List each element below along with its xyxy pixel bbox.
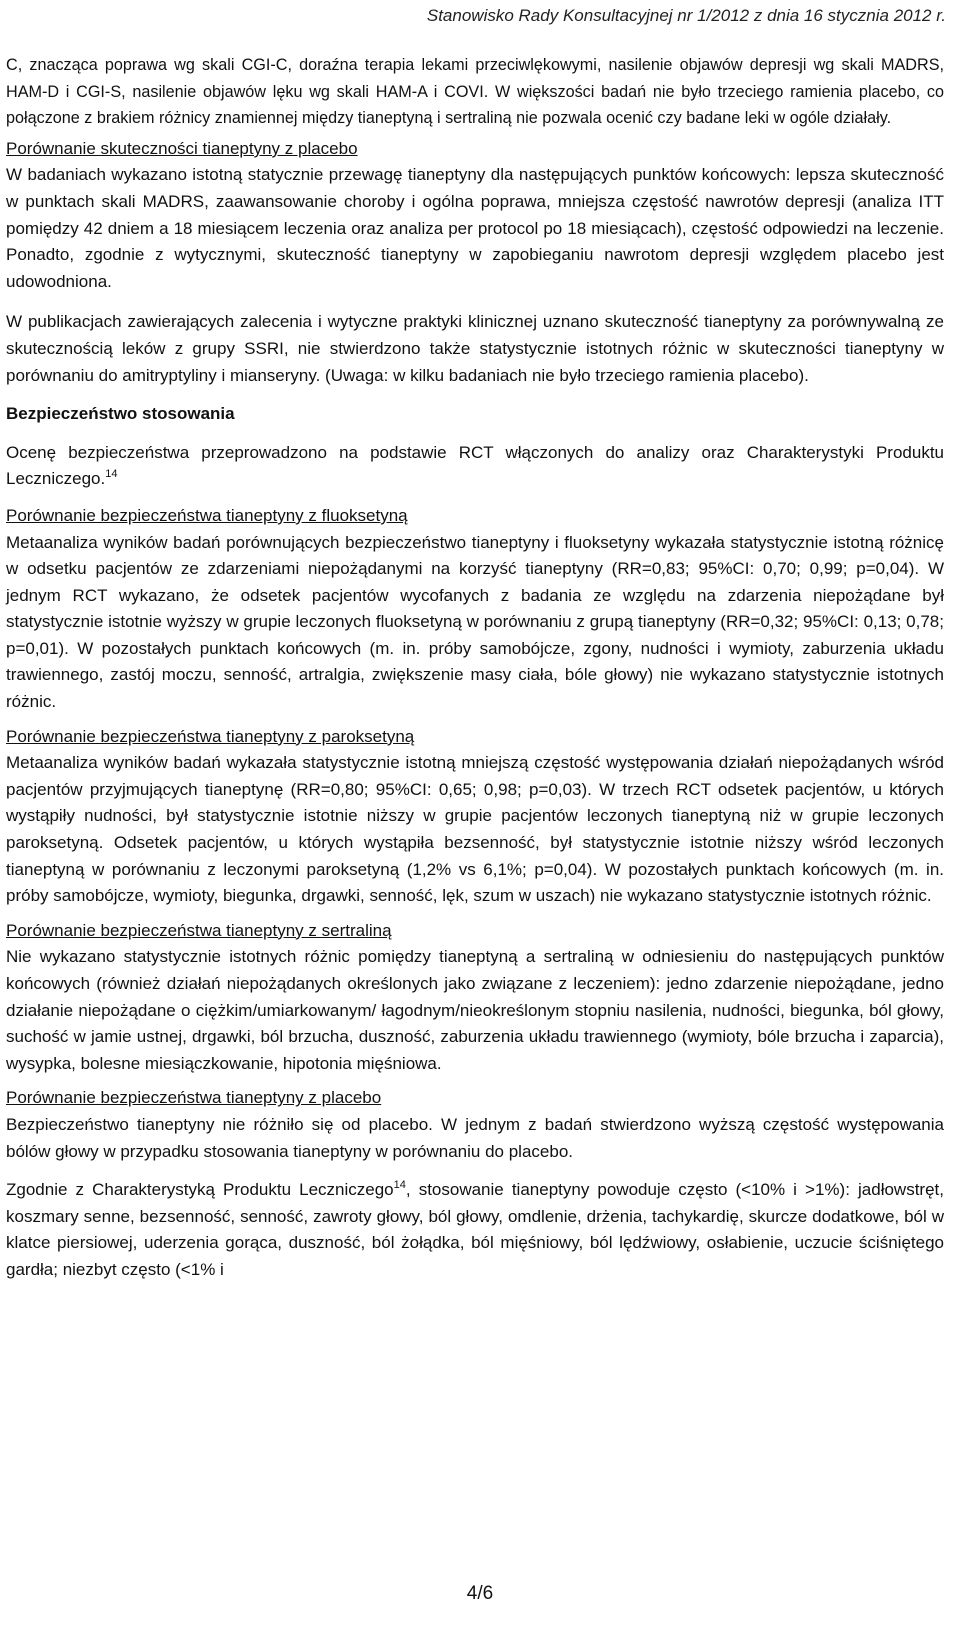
spc-paragraph	[6, 1177, 944, 1283]
safety-placebo-heading: Porównanie bezpieczeństwa tianeptyny z placebo	[6, 1088, 382, 1108]
spc-lead: Zgodnie z Charakterystyką Produktu Leczniczego	[6, 1180, 394, 1200]
sertraline-heading: Porównanie bezpieczeństwa tianeptyny z sertraliną	[6, 920, 392, 940]
document-body	[6, 52, 944, 1284]
efficacy-placebo-heading: Porównanie skuteczności tianeptyny z placebo	[6, 138, 358, 158]
safety-paragraph	[6, 440, 944, 493]
paroxetine-heading: Porównanie bezpieczeństwa tianeptyny z paroksetyną	[6, 726, 415, 746]
fluoxetine-paragraph: Metaanaliza wyników badań porównujących bezpieczeństwo tianeptyny i fluoksetyny wykazała statystycznie istotną różnicę w odsetku pacjentów ze zdarzeniami niepożądanymi na korzyść tianeptyny (RR=0,83; 95%CI: 0,70; 0,99; p=0,04). W jednym RCT wykazano, że odsetek pacjentów wycofanych z badania ze względu na zdarzenia niepożądane był statystycznie istotnie wyższy w grupie leczonych fluoksetyną w porównaniu z grupą tianeptyny (RR=0,32; 95%CI: 0,13; 0,78; p=0,01). W pozostałych punktach końcowych (m. in. próby samobójcze, zgony, nudności i wymioty, zaburzenia układu trawiennego, zastój moczu, senność, artralgia, zwiększenie masy ciała, bóle głowy) nie wykazano statystycznie istotnych różnic.	[6, 532, 944, 712]
safety-placebo-paragraph: Bezpieczeństwo tianeptyny nie różniło się od placebo. W jednym z badań stwierdzono wyższą częstość występowania bólów głowy w przypadku stosowania tianeptyny w porównaniu do placebo.	[6, 1114, 944, 1161]
paroxetine-paragraph: Metaanaliza wyników badań wykazała statystycznie istotną mniejszą częstość występowania działań niepożądanych wśród pacjentów przyjmujących tianeptynę (RR=0,80; 95%CI: 0,65; 0,98; p=0,03). W trzech RCT odsetek pacjentów, u których wystąpiły nudności, był statystycznie istotnie niższy w grupie pacjentów leczonych tianeptyną niż w grupie leczonych paroksetyną. Odsetek pacjentów, u których wystąpiła bezsenność, był statystycznie istotnie niższy wśród leczonych tianeptyną w porównaniu z leczonymi paroksetyną (1,2% vs 6,1%; p=0,04). W pozostałych punktach końcowych (m. in. próby samobójcze, wymioty, biegunka, drgawki, senność, lęk, szum w uszach) nie wykazano statystycznie istotnych różnic.	[6, 753, 944, 906]
intro-paragraph: C, znacząca poprawa wg skali CGI-C, doraźna terapia lekami przeciwlękowymi, nasilenie objawów depresji wg skali MADRS, HAM-D i CGI-S, nasilenie objawów lęku wg skali HAM-A i COVI. W większości badań nie było trzeciego ramienia placebo, co połączone z brakiem różnicy znamiennej między tianeptyną i sertraliną nie pozwala ocenić czy badane leki w ogóle działały.	[6, 56, 944, 128]
page-number: 4/6	[466, 1583, 494, 1604]
spc-rest: , stosowanie tianeptyny powoduje często (<10% i >1%): jadłowstręt, koszmary senne, bezsenność, senność, zawroty głowy, ból głowy, omdlenie, drżenia, tachykardię, skurcze dodatkowe, ból w klatce piersiowej, uderzenia gorąca, duszność, ból żołądka, ból mięśniowy, ból lędźwiowy, osłabienie, uczucie ściśniętego gardła; niezbyt często (<1% i	[6, 1180, 944, 1279]
fluoxetine-heading: Porównanie bezpieczeństwa tianeptyny z fluoksetyną	[6, 505, 408, 525]
spc-footnote-ref: 14	[393, 1179, 406, 1192]
sertraline-paragraph: Nie wykazano statystycznie istotnych różnic pomiędzy tianeptyną a sertraliną w odniesieniu do następujących punktów końcowych (również działań niepożądanych określonych jako związane z leczeniem): jedno zdarzenie niepożądane, jedno działanie niepożądane o ciężkim/umiarkowanym/ łagodnym/nieokreślonym stopniu nasilenia, nudności, biegunka, ból głowy, suchość w jamie ustnej, drgawki, ból brzucha, duszność, zaburzenia układu trawiennego (wymioty, bóle brzucha i zaparcia), wysypka, bolesne miesiączkowanie, hipotonia mięśniowa.	[6, 947, 944, 1073]
guidelines-paragraph: W publikacjach zawierających zalecenia i wytyczne praktyki klinicznej uznano skuteczność tianeptyny za porównywalną ze skutecznością leków z grupy SSRI, nie stwierdzono także statystycznie istotnych różnic w skuteczności tianeptyny w porównaniu do amitryptyliny i mianseryny. (Uwaga: w kilku badaniach nie było trzeciego ramienia placebo).	[6, 312, 944, 385]
safety-text: Ocenę bezpieczeństwa przeprowadzono na podstawie RCT włączonych do analizy oraz Charakterystyki Produktu Leczniczego.	[6, 442, 944, 489]
efficacy-placebo-paragraph: W badaniach wykazano istotną statycznie przewagę tianeptyny dla następujących punktów końcowych: lepsza skuteczność w punktach skali MADRS, zaawansowanie choroby i ogólna poprawa, mniejsza częstość nawrotów depresji (analiza ITT pomiędzy 42 dniem a 18 miesiącem leczenia oraz analiza per protocol po 18 miesiącach), częstość odpowiedzi na leczenie. Ponadto, zgodnie z wytycznymi, skuteczność tianeptyny w zapobieganiu nawrotom depresji względem placebo jest udowodniona.	[6, 165, 944, 291]
safety-heading: Bezpieczeństwo stosowania	[6, 404, 235, 424]
page-header: Stanowisko Rady Konsultacyjnej nr 1/2012 z dnia 16 stycznia 2012 r.	[426, 6, 946, 25]
safety-footnote-ref: 14	[105, 468, 118, 481]
